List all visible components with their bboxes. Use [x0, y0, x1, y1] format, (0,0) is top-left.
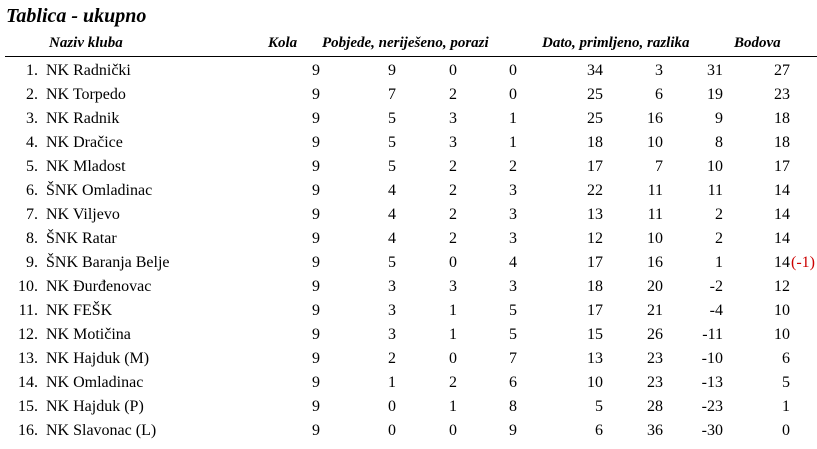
goal-difference-cell: -13: [701, 374, 723, 391]
wins-cell: 5: [388, 134, 396, 151]
goal-difference-cell: -2: [709, 278, 723, 295]
losses-cell: 9: [509, 422, 517, 439]
club-name-cell: ŠNK Baranja Belje: [46, 254, 170, 271]
draws-cell: 0: [449, 62, 457, 79]
points-cell: 0: [782, 422, 790, 439]
table-row: [0, 131, 817, 155]
goal-difference-cell: 11: [707, 182, 723, 199]
points-cell: 18: [774, 110, 790, 127]
wins-cell: 5: [388, 110, 396, 127]
wins-cell: 5: [388, 158, 396, 175]
draws-cell: 1: [449, 302, 457, 319]
position-cell: 11.: [18, 302, 38, 319]
played-cell: 9: [312, 110, 320, 127]
club-name-cell: NK Hajduk (M): [46, 350, 150, 367]
goal-difference-cell: -23: [701, 398, 723, 415]
position-cell: 7.: [26, 206, 38, 223]
played-cell: 9: [312, 350, 320, 367]
points-cell: 10: [774, 302, 790, 319]
position-cell: 1.: [26, 62, 38, 79]
goal-difference-cell: 9: [715, 110, 723, 127]
header-divider: [5, 56, 817, 57]
wins-cell: 3: [388, 326, 396, 343]
header-club: Naziv kluba: [49, 35, 123, 51]
goal-difference-cell: 1: [715, 254, 723, 271]
played-cell: 9: [312, 254, 320, 271]
club-name-cell: NK FEŠK: [46, 302, 113, 319]
goal-difference-cell: 8: [715, 134, 723, 151]
draws-cell: 3: [449, 134, 457, 151]
goals-for-cell: 15: [587, 326, 603, 343]
table-row: [0, 275, 817, 299]
position-cell: 5.: [26, 158, 38, 175]
club-name-cell: ŠNK Omladinac: [46, 182, 153, 199]
goals-for-cell: 13: [587, 350, 603, 367]
position-cell: 16.: [18, 422, 38, 439]
goals-for-cell: 6: [595, 422, 603, 439]
club-name-cell: NK Radnički: [46, 62, 131, 79]
points-cell: 17: [774, 158, 790, 175]
wins-cell: 0: [388, 398, 396, 415]
draws-cell: 2: [449, 86, 457, 103]
losses-cell: 0: [509, 86, 517, 103]
draws-cell: 0: [449, 254, 457, 271]
draws-cell: 1: [449, 326, 457, 343]
header-wdl: Pobjede, neriješeno, porazi: [322, 35, 489, 51]
goals-for-cell: 18: [587, 134, 603, 151]
played-cell: 9: [312, 398, 320, 415]
club-name-cell: NK Torpedo: [46, 86, 126, 103]
position-cell: 14.: [18, 374, 38, 391]
table-row: [0, 323, 817, 347]
goals-for-cell: 10: [587, 374, 603, 391]
goals-against-cell: 23: [647, 350, 663, 367]
losses-cell: 4: [509, 254, 517, 271]
club-name-cell: NK Radnik: [46, 110, 120, 127]
goal-difference-cell: -11: [702, 326, 723, 343]
played-cell: 9: [312, 326, 320, 343]
goals-against-cell: 16: [647, 254, 663, 271]
club-name-cell: NK Slavonac (L): [46, 422, 157, 439]
club-name-cell: NK Motičina: [46, 326, 131, 343]
losses-cell: 6: [509, 374, 517, 391]
losses-cell: 2: [509, 158, 517, 175]
club-name-cell: NK Viljevo: [46, 206, 120, 223]
goals-against-cell: 36: [647, 422, 663, 439]
losses-cell: 5: [509, 302, 517, 319]
wins-cell: 4: [388, 230, 396, 247]
goal-difference-cell: 19: [707, 86, 723, 103]
wins-cell: 1: [388, 374, 396, 391]
draws-cell: 3: [449, 110, 457, 127]
goals-against-cell: 21: [647, 302, 663, 319]
goals-for-cell: 17: [587, 302, 603, 319]
goal-difference-cell: -4: [709, 302, 723, 319]
played-cell: 9: [312, 302, 320, 319]
goals-against-cell: 16: [647, 110, 663, 127]
draws-cell: 2: [449, 230, 457, 247]
points-cell: 18: [774, 134, 790, 151]
draws-cell: 3: [449, 278, 457, 295]
goals-against-cell: 6: [655, 86, 663, 103]
goals-against-cell: 20: [647, 278, 663, 295]
losses-cell: 3: [509, 206, 517, 223]
played-cell: 9: [312, 158, 320, 175]
goals-against-cell: 11: [647, 206, 663, 223]
goals-for-cell: 17: [587, 158, 603, 175]
goals-against-cell: 3: [655, 62, 663, 79]
wins-cell: 5: [388, 254, 396, 271]
position-cell: 13.: [18, 350, 38, 367]
played-cell: 9: [312, 206, 320, 223]
wins-cell: 0: [388, 422, 396, 439]
losses-cell: 8: [509, 398, 517, 415]
points-cell: 14: [774, 254, 790, 271]
table-row: [0, 371, 817, 395]
goals-for-cell: 17: [587, 254, 603, 271]
table-row: [0, 59, 817, 83]
header-played: Kola: [268, 35, 298, 51]
points-cell: 14: [774, 230, 790, 247]
losses-cell: 3: [509, 278, 517, 295]
goals-for-cell: 25: [587, 110, 603, 127]
points-cell: 14: [774, 206, 790, 223]
wins-cell: 4: [388, 182, 396, 199]
points-cell: 12: [774, 278, 790, 295]
points-cell: 23: [774, 86, 790, 103]
club-name-cell: NK Dračice: [46, 134, 123, 151]
header-points: Bodova: [734, 35, 781, 51]
draws-cell: 0: [449, 350, 457, 367]
played-cell: 9: [312, 374, 320, 391]
goals-for-cell: 12: [587, 230, 603, 247]
goals-for-cell: 34: [587, 62, 603, 79]
club-name-cell: NK Mladost: [46, 158, 126, 175]
position-cell: 4.: [26, 134, 38, 151]
club-name-cell: ŠNK Ratar: [46, 230, 117, 247]
played-cell: 9: [312, 86, 320, 103]
table-row: [0, 395, 817, 419]
points-cell: 6: [782, 350, 790, 367]
goals-against-cell: 23: [647, 374, 663, 391]
goal-difference-cell: 2: [715, 206, 723, 223]
draws-cell: 1: [449, 398, 457, 415]
table-row: [0, 227, 817, 251]
club-name-cell: NK Đurđenovac: [46, 278, 152, 295]
draws-cell: 0: [449, 422, 457, 439]
goals-against-cell: 11: [647, 182, 663, 199]
position-cell: 10.: [18, 278, 38, 295]
draws-cell: 2: [449, 206, 457, 223]
table-row: [0, 83, 817, 107]
position-cell: 9.: [26, 254, 38, 271]
table-row: [0, 155, 817, 179]
losses-cell: 3: [509, 230, 517, 247]
header-goals: Dato, primljeno, razlika: [542, 35, 690, 51]
draws-cell: 2: [449, 158, 457, 175]
losses-cell: 5: [509, 326, 517, 343]
goal-difference-cell: -10: [701, 350, 723, 367]
goals-for-cell: 22: [587, 182, 603, 199]
wins-cell: 9: [388, 62, 396, 79]
goal-difference-cell: -30: [701, 422, 723, 439]
points-cell: 5: [782, 374, 790, 391]
goals-against-cell: 10: [647, 134, 663, 151]
played-cell: 9: [312, 278, 320, 295]
club-name-cell: NK Hajduk (P): [46, 398, 144, 415]
goals-for-cell: 25: [587, 86, 603, 103]
goals-against-cell: 26: [647, 326, 663, 343]
goals-against-cell: 7: [655, 158, 663, 175]
points-cell: 10: [774, 326, 790, 343]
table-row: [0, 419, 817, 443]
table-row: [0, 179, 817, 203]
position-cell: 12.: [18, 326, 38, 343]
wins-cell: 3: [388, 278, 396, 295]
losses-cell: 3: [509, 182, 517, 199]
table-row: [0, 251, 817, 275]
position-cell: 3.: [26, 110, 38, 127]
points-cell: 1: [782, 398, 790, 415]
losses-cell: 1: [509, 134, 517, 151]
table-row: [0, 107, 817, 131]
played-cell: 9: [312, 62, 320, 79]
table-row: [0, 203, 817, 227]
played-cell: 9: [312, 422, 320, 439]
played-cell: 9: [312, 182, 320, 199]
points-cell: 27: [774, 62, 790, 79]
losses-cell: 0: [509, 62, 517, 79]
table-row: [0, 299, 817, 323]
goal-difference-cell: 31: [707, 62, 723, 79]
points-deduction-note: (-1): [791, 254, 815, 271]
goals-against-cell: 10: [647, 230, 663, 247]
table-row: [0, 347, 817, 371]
club-name-cell: NK Omladinac: [46, 374, 144, 391]
draws-cell: 2: [449, 182, 457, 199]
losses-cell: 7: [509, 350, 517, 367]
goals-for-cell: 13: [587, 206, 603, 223]
wins-cell: 4: [388, 206, 396, 223]
losses-cell: 1: [509, 110, 517, 127]
goals-for-cell: 18: [587, 278, 603, 295]
position-cell: 2.: [26, 86, 38, 103]
wins-cell: 2: [388, 350, 396, 367]
position-cell: 6.: [26, 182, 38, 199]
goals-for-cell: 5: [595, 398, 603, 415]
position-cell: 15.: [18, 398, 38, 415]
goal-difference-cell: 2: [715, 230, 723, 247]
position-cell: 8.: [26, 230, 38, 247]
points-cell: 14: [774, 182, 790, 199]
goal-difference-cell: 10: [707, 158, 723, 175]
wins-cell: 3: [388, 302, 396, 319]
played-cell: 9: [312, 230, 320, 247]
wins-cell: 7: [388, 86, 396, 103]
draws-cell: 2: [449, 374, 457, 391]
goals-against-cell: 28: [647, 398, 663, 415]
played-cell: 9: [312, 134, 320, 151]
table-title: Tablica - ukupno: [6, 5, 147, 27]
